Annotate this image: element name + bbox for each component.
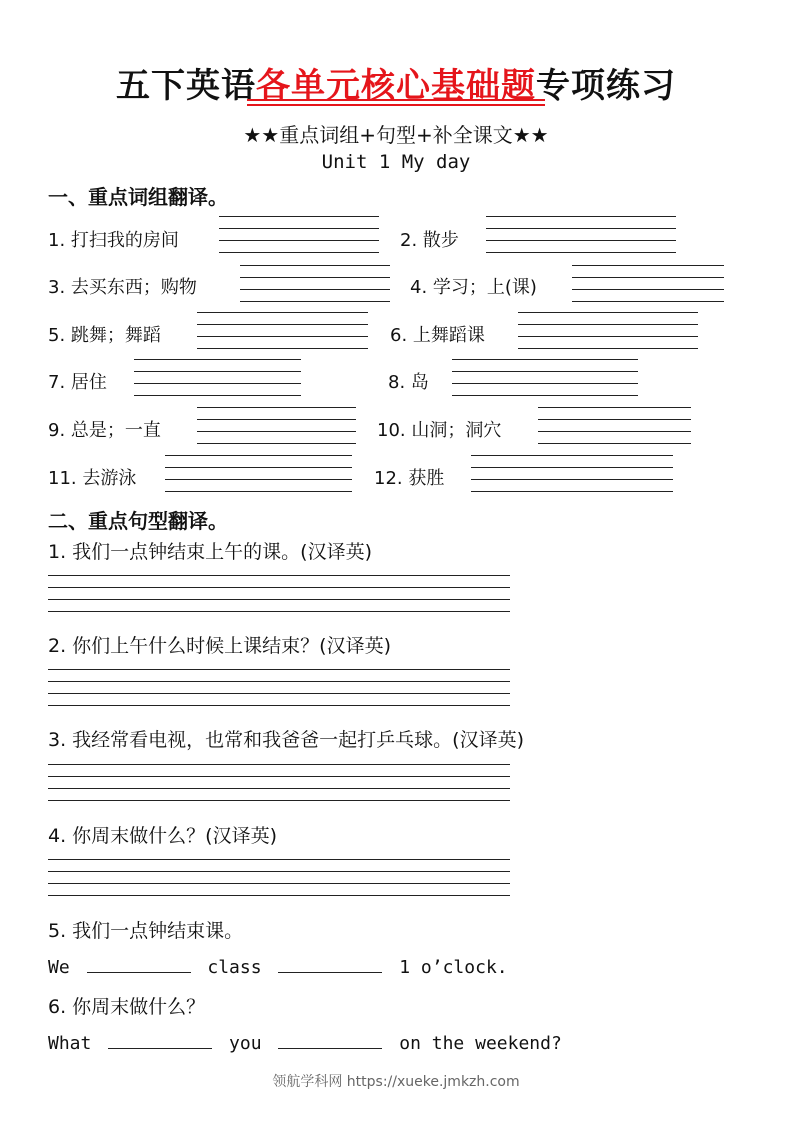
- answer-lines-12[interactable]: [471, 455, 673, 492]
- phrase-4: 4. 学习；上(课): [410, 277, 537, 298]
- fill-1-word-3: 1 o’clock.: [399, 957, 508, 978]
- fill-1-word-1: We: [48, 957, 70, 978]
- title-underline-1: [247, 99, 545, 101]
- answer-lines-6[interactable]: [518, 312, 698, 349]
- phrase-9: 9. 总是；一直: [48, 420, 161, 441]
- answer-lines-4[interactable]: [572, 265, 724, 302]
- phrase-5: 5. 跳舞；舞蹈: [48, 325, 161, 346]
- section-1-heading: 一、重点词组翻译。: [48, 185, 228, 209]
- sentence-4: 4. 你周末做什么？(汉译英): [48, 825, 277, 847]
- title-part-3: 专项练习: [536, 66, 676, 106]
- phrase-2: 2. 散步: [400, 230, 459, 251]
- fill-2-blank-1[interactable]: [108, 1031, 212, 1049]
- sentence-2-answer-lines[interactable]: [48, 669, 510, 706]
- fill-1-blank-2[interactable]: [278, 955, 382, 973]
- answer-lines-1[interactable]: [219, 216, 379, 253]
- sentence-2: 2. 你们上午什么时候上课结束？(汉译英): [48, 635, 391, 657]
- sentence-3: 3. 我经常看电视，也常和我爸爸一起打乒乓球。(汉译英): [48, 729, 524, 751]
- sentence-4-answer-lines[interactable]: [48, 859, 510, 896]
- phrase-10: 10. 山洞；洞穴: [377, 420, 502, 441]
- sentence-5: 5. 我们一点钟结束课。: [48, 920, 244, 942]
- fill-1-word-2: class: [207, 957, 262, 978]
- subtitle: ★★重点词组+句型+补全课文★★: [243, 123, 549, 147]
- answer-lines-7[interactable]: [134, 359, 301, 396]
- unit-title: Unit 1 My day: [321, 151, 471, 173]
- answer-lines-3[interactable]: [240, 265, 390, 302]
- fill-sentence-2: [48, 1031, 562, 1054]
- section-2-heading: 二、重点句型翻译。: [48, 509, 228, 533]
- fill-1-blank-1[interactable]: [87, 955, 191, 973]
- fill-sentence-1: [48, 955, 508, 978]
- answer-lines-2[interactable]: [486, 216, 676, 253]
- sentence-1: 1. 我们一点钟结束上午的课。(汉译英): [48, 541, 372, 563]
- phrase-3: 3. 去买东西；购物: [48, 277, 197, 298]
- title-underline-2: [247, 104, 545, 106]
- phrase-1: 1. 打扫我的房间: [48, 230, 179, 251]
- phrase-8: 8. 岛: [388, 372, 429, 393]
- sentence-6: 6. 你周末做什么？: [48, 996, 206, 1018]
- answer-lines-9[interactable]: [197, 407, 356, 444]
- answer-lines-11[interactable]: [165, 455, 352, 492]
- phrase-7: 7. 居住: [48, 372, 107, 393]
- title-part-2-highlight: 各单元核心基础题: [256, 66, 536, 106]
- fill-2-word-3: on the weekend?: [399, 1033, 562, 1054]
- fill-2-word-2: you: [229, 1033, 262, 1054]
- answer-lines-5[interactable]: [197, 312, 368, 349]
- footer-watermark: 领航学科网 https://xueke.jmkzh.com: [272, 1074, 520, 1090]
- fill-2-word-1: What: [48, 1033, 92, 1054]
- sentence-3-answer-lines[interactable]: [48, 764, 510, 801]
- title-part-1: 五下英语: [116, 66, 256, 106]
- phrase-12: 12. 获胜: [374, 468, 445, 489]
- answer-lines-10[interactable]: [538, 407, 691, 444]
- sentence-1-answer-lines[interactable]: [48, 575, 510, 612]
- phrase-11: 11. 去游泳: [48, 468, 137, 489]
- fill-2-blank-2[interactable]: [278, 1031, 382, 1049]
- answer-lines-8[interactable]: [452, 359, 638, 396]
- phrase-6: 6. 上舞蹈课: [390, 325, 485, 346]
